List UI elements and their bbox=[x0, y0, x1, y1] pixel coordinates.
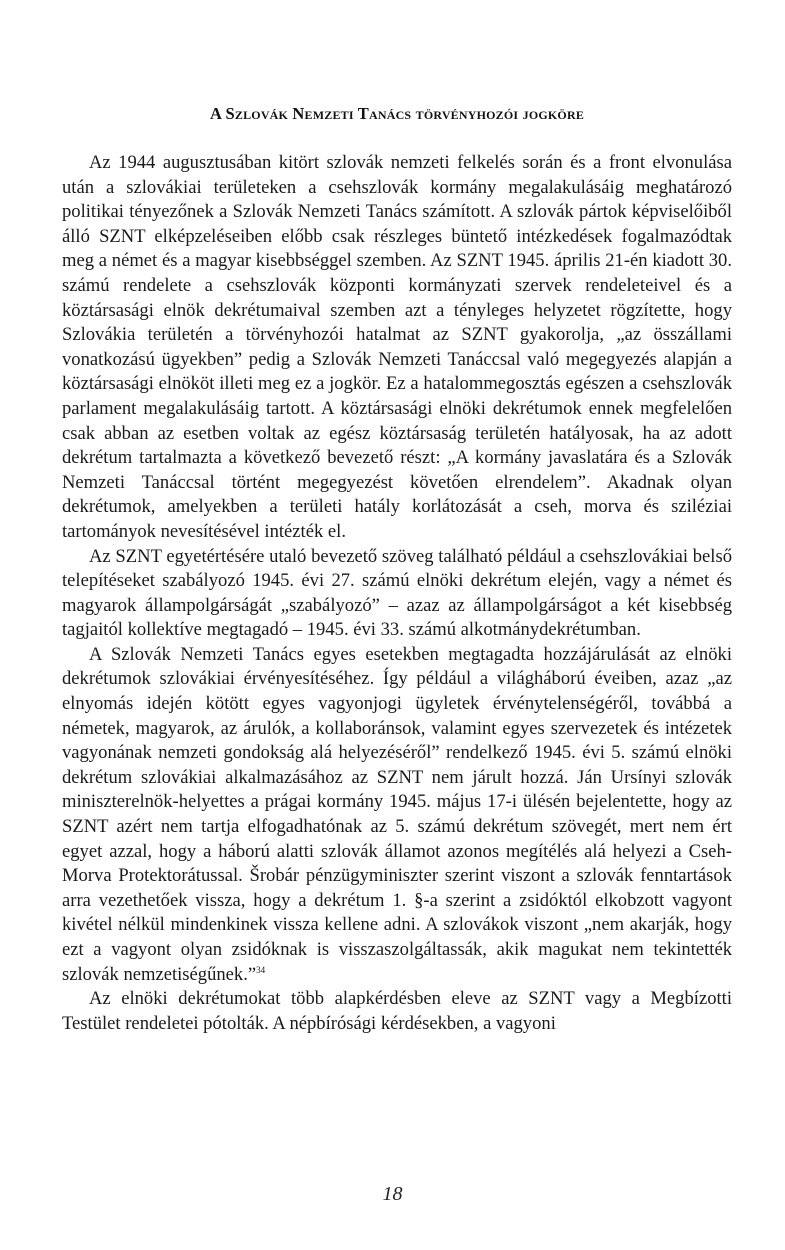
paragraph-2-text: Az SZNT egyetértésére utaló bevezető szöveg található például a csehszlovákiai belső telepítéseket szabályozó 1945. évi 27. számú elnöki dekrétum elején, vagy a német és magyarok állampolgárságát „szabályozó” – azaz az állampolgárságot a két kisebbség tagjaitól kollektíve megtagadó – 1945. évi 33. számú alkotmánydekrétumban. bbox=[62, 545, 732, 641]
page-number: 18 bbox=[382, 1183, 403, 1205]
footnote-marker[interactable]: 34 bbox=[256, 964, 266, 975]
book-page bbox=[62, 104, 732, 1144]
paragraph-4-text: Az elnöki dekrétumokat több alapkérdésben eleve az SZNT vagy a Megbízotti Testület rendeletei pótolták. A népbírósági kérdésekben, a vagyoni bbox=[62, 988, 732, 1034]
paragraph-3 bbox=[62, 643, 732, 987]
paragraph-1 bbox=[62, 151, 732, 545]
paragraph-3-text: A Szlovák Nemzeti Tanács egyes esetekben megtagadta hozzájárulását az elnöki dekrétumok szlovákiai érvényesítéséhez. Így például a világháború éveiben, azaz „az elnyomás idején kötött egyes vagyonjogi ügyletek érvénytelenségéről, továbbá a németek, magyarok, az árulók, a kollaboránsok, valamint egyes szervezetek és intézetek vagyonának nemzeti gondokság alá helyezéséről” rendelkező 1945. évi 5. számú elnöki dekrétum szlovákiai alkalmazásához az SZNT nem járult hozzá. Ján Ursínyi szlovák miniszterelnök-helyettes a prágai kormány 1945. május 17-i ülésén bejelentette, hogy az SZNT azért nem tartja elfogadhatónak az 5. számú dekrétum szövegét, mert nem ért egyet azzal, hogy a háború alatti szlovák államot azonos megítélés alá helyezi a Cseh-Morva Protektorátussal. Šrobár pénzügyminiszter szerint viszont a szlovák fenntartások arra vezethetőek vissza, hogy a dekrétum 1. §-a szerint a zsidóktól elkobzott vagyont kivétel nélkül mindenkinek vissza kellene adni. A szlovákok viszont „nem akarják, hogy ezt a vagyont olyan zsidóknak is visszaszolgáltassák, akik magukat nem tekintették szlovák nemzetiségűnek.” bbox=[62, 643, 732, 985]
paragraph-1-text: Az 1944 augusztusában kitört szlovák nemzeti felkelés során és a front elvonulása után a szlovákiai területeken a csehszlovák kormány megalakulásáig meghatározó politikai tényezőnek a Szlovák Nemzeti Tanács számított. A szlovák pártok képviselőiből álló SZNT elképzeléseiben előbb csak részleges büntető intézkedések fogalmazódtak meg a német és a magyar kisebbséggel szemben. Az SZNT 1945. április 21-én kiadott 30. számú rendelete a csehszlovák központi kormányzati szervek rendeleteivel és a köztársasági elnök dekrétumaival szemben azt a tényleges helyzetet rögzítette, hogy Szlovákia területén a törvényhozói hatalmat az SZNT gyakorolja, „az összállami vonatkozású ügyekben” pedig a Szlovák Nemzeti Tanáccsal való megegyezés alapján a köztársasági elnököt illeti meg ez a jogkör. Ez a hatalommegosztás egészen a csehszlovák parlament megalakulásáig tartott. A köztársasági elnöki dekrétumok ennek megfelelően csak abban az esetben voltak az egész köztársaság területén hatályosak, ha az adott dekrétum tartalmazta a következő bevezető részt: „A kormány javaslatára és a Szlovák Nemzeti Tanáccsal történt megegyezést követően elrendelem”. Akadnak olyan dekrétumok, amelyekben a területi hatály korlátozását a cseh, morva és sziléziai tartományok nevesítésével intézték el. bbox=[62, 152, 732, 542]
paragraph-4 bbox=[62, 987, 732, 1036]
section-heading: A Szlovák Nemzeti Tanács törvényhozói jogköre bbox=[209, 104, 585, 123]
paragraph-2 bbox=[62, 545, 732, 643]
